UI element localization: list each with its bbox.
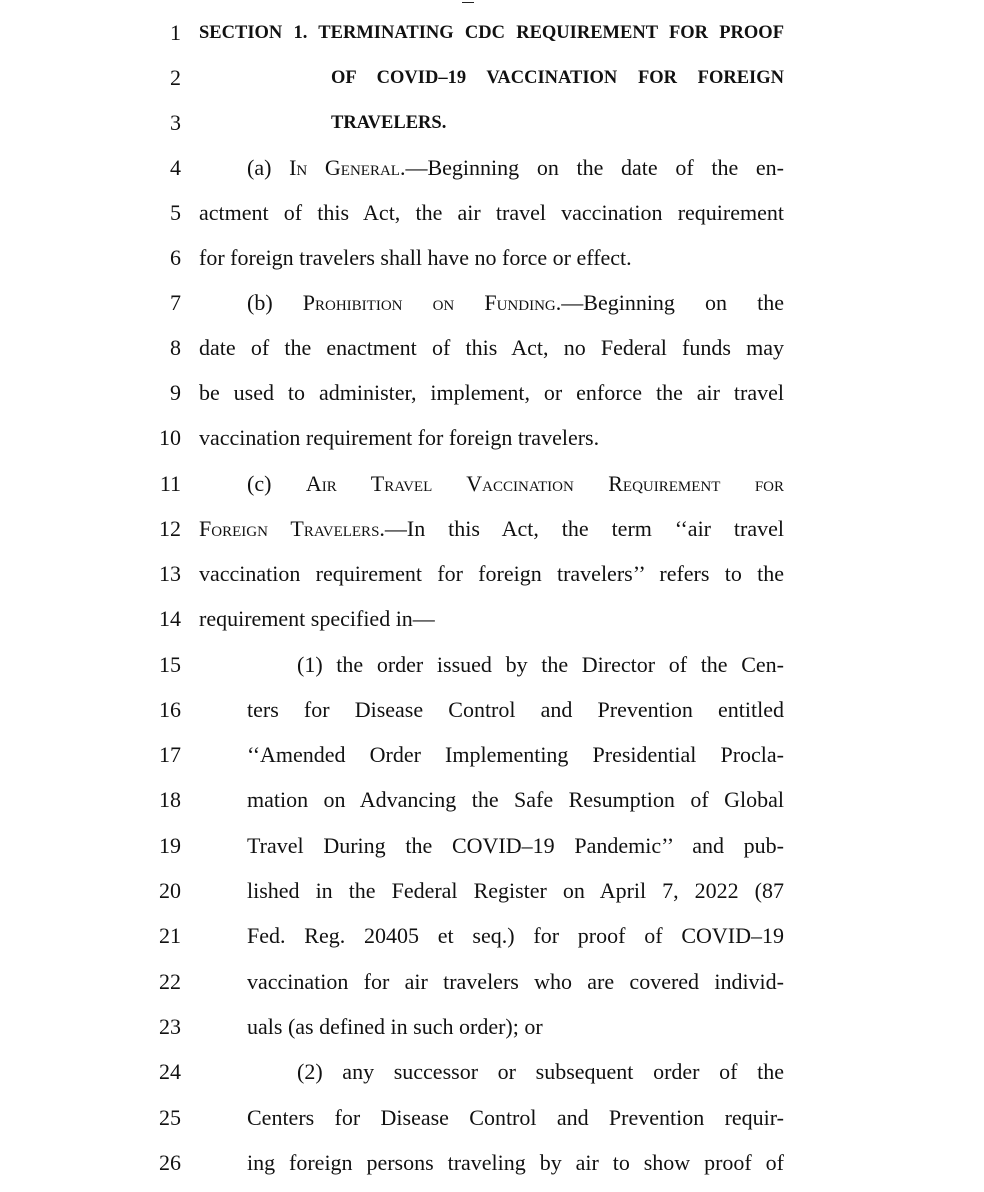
bill-line	[0, 644, 984, 689]
section-heading-line: OF COVID–19 VACCINATION FOR FOREIGN	[331, 68, 784, 88]
line-text: actment of this Act, the air travel vaccination requirement	[199, 200, 784, 225]
subsection-prefix: (b)	[247, 290, 303, 315]
bill-line	[0, 57, 984, 102]
line-text: —Beginning on the	[561, 290, 784, 315]
bill-line	[0, 1142, 984, 1187]
line-number: 20	[159, 878, 181, 903]
paragraph-line: vaccination for air travelers who are covered individ-	[247, 969, 784, 994]
line-text: requirement specified in—	[199, 606, 435, 631]
line-number: 6	[170, 245, 181, 270]
paragraph-line: Fed. Reg. 20405 et seq.) for proof of COVID–19	[247, 923, 784, 948]
subsection-heading: Foreign Travelers.	[199, 516, 385, 541]
line-number: 17	[159, 742, 181, 767]
paragraph-line: uals (as defined in such order); or	[247, 1014, 543, 1039]
bill-line	[0, 417, 984, 462]
paragraph-line: lished in the Federal Register on April 7, 2022 (87	[247, 878, 784, 903]
bill-line	[0, 12, 984, 57]
line-text: vaccination requirement for foreign travelers.	[199, 425, 600, 450]
bill-line	[0, 1051, 984, 1096]
subsection-line	[247, 288, 784, 318]
paragraph-line: (1) the order issued by the Director of the Cen-	[297, 652, 784, 677]
bill-line	[0, 689, 984, 734]
bill-line	[0, 463, 984, 508]
bill-line	[0, 192, 984, 237]
paragraph-line: (2) any successor or subsequent order of the	[297, 1059, 784, 1084]
line-number: 2	[170, 65, 181, 90]
line-text: date of the enactment of this Act, no Federal funds may	[199, 335, 784, 360]
paragraph-line: mation on Advancing the Safe Resumption of Global	[247, 787, 784, 812]
page-number-mark	[462, 0, 474, 3]
bill-line	[0, 734, 984, 779]
line-text: —Beginning on the date of the en-	[405, 155, 784, 180]
paragraph-line: ing foreign persons traveling by air to show proof of	[247, 1150, 784, 1175]
line-number: 9	[170, 380, 181, 405]
line-number: 3	[170, 110, 181, 135]
line-number: 15	[159, 652, 181, 677]
line-number: 12	[159, 516, 181, 541]
section-heading-line: TRAVELERS.	[331, 113, 447, 133]
paragraph-line: ‘‘Amended Order Implementing Presidential Procla-	[247, 742, 784, 767]
subsection-line	[247, 469, 784, 499]
line-number: 7	[170, 290, 181, 315]
line-text: vaccination requirement for foreign travelers’’ refers to the	[199, 561, 784, 586]
line-number: 22	[159, 969, 181, 994]
line-number: 19	[159, 833, 181, 858]
subsection-line	[247, 153, 784, 183]
line-text: be used to administer, implement, or enforce the air travel	[199, 380, 784, 405]
line-number: 21	[159, 923, 181, 948]
bill-line	[0, 961, 984, 1006]
line-number: 11	[159, 471, 181, 496]
bill-line	[0, 1006, 984, 1051]
subsection-heading: Prohibition on Funding.	[302, 290, 562, 315]
bill-line	[0, 508, 984, 553]
bill-line	[0, 553, 984, 598]
line-number: 1	[170, 20, 181, 45]
line-number: 10	[159, 425, 181, 450]
bill-line	[0, 825, 984, 870]
bill-line	[0, 102, 984, 147]
bill-line	[0, 372, 984, 417]
line-text: for foreign travelers shall have no force or effect.	[199, 245, 632, 270]
line-number: 5	[170, 200, 181, 225]
subsection-line	[199, 514, 784, 544]
paragraph-line: ters for Disease Control and Prevention entitled	[247, 697, 784, 722]
bill-line	[0, 282, 984, 327]
bill-line	[0, 237, 984, 282]
bill-line	[0, 915, 984, 960]
bill-line	[0, 1097, 984, 1142]
bill-line	[0, 327, 984, 372]
subsection-heading: Air Travel Vaccination Requirement for	[305, 471, 784, 496]
paragraph-line: Travel During the COVID–19 Pandemic’’ and pub-	[247, 833, 784, 858]
subsection-heading: In General.	[289, 155, 406, 180]
section-heading-line: SECTION 1. TERMINATING CDC REQUIREMENT FOR PROOF	[199, 23, 784, 43]
line-number: 18	[159, 787, 181, 812]
line-text: —In this Act, the term ‘‘air travel	[384, 516, 784, 541]
bill-line	[0, 870, 984, 915]
line-number: 23	[159, 1014, 181, 1039]
line-number: 4	[170, 155, 181, 180]
paragraph-line: Centers for Disease Control and Prevention requir-	[247, 1105, 784, 1130]
line-number: 16	[159, 697, 181, 722]
bill-line	[0, 598, 984, 643]
subsection-prefix: (c)	[247, 471, 306, 496]
subsection-prefix: (a)	[247, 155, 290, 180]
line-number: 24	[159, 1059, 181, 1084]
bill-line	[0, 779, 984, 824]
line-number: 26	[159, 1150, 181, 1175]
line-number: 25	[159, 1105, 181, 1130]
bill-line	[0, 147, 984, 192]
line-number: 14	[159, 606, 181, 631]
line-number: 8	[170, 335, 181, 360]
line-number: 13	[159, 561, 181, 586]
